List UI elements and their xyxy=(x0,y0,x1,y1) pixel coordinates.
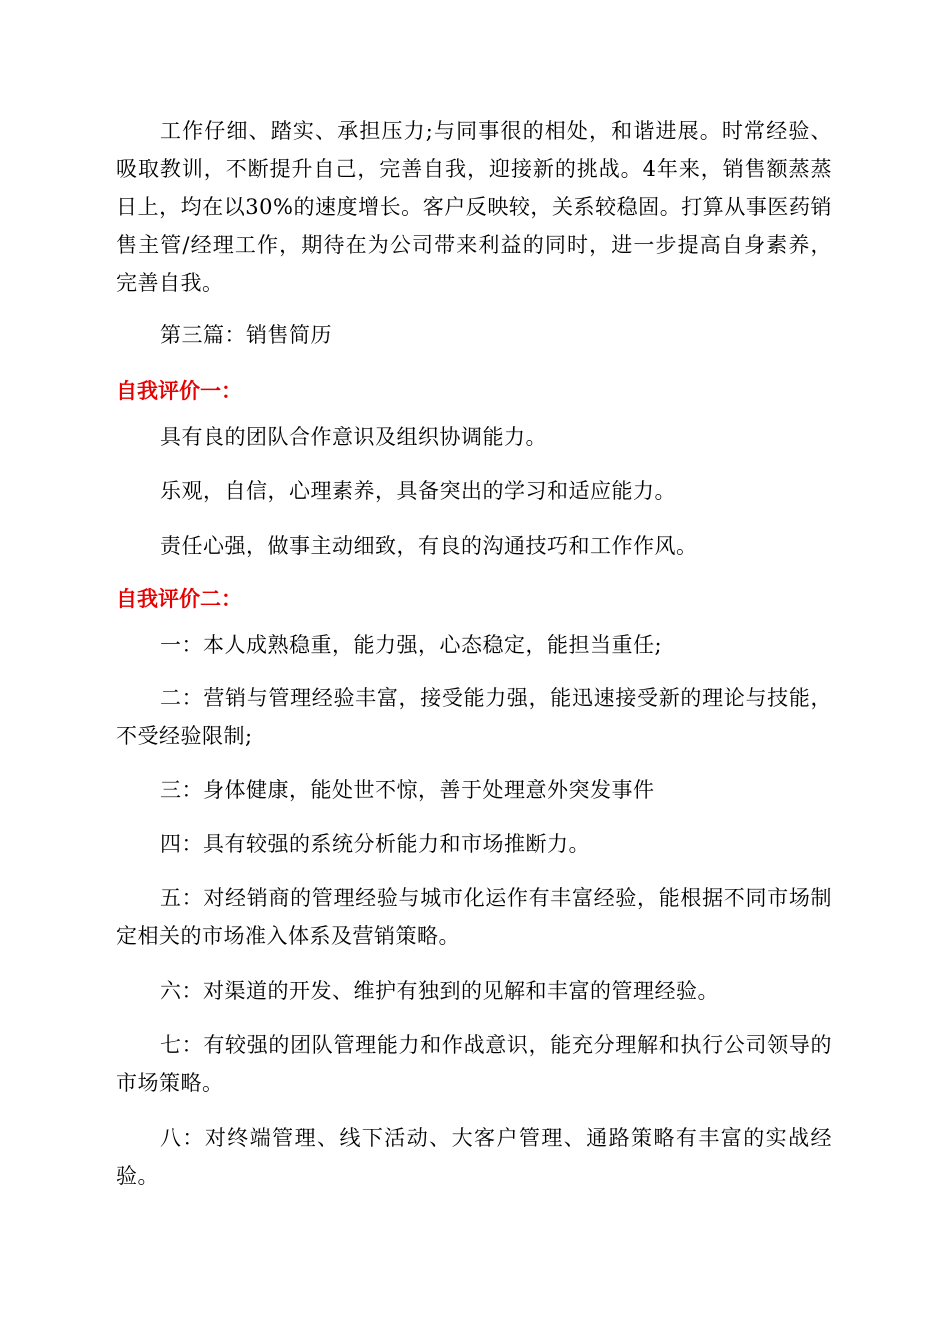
self-evaluation-two-item: 三：身体健康，能处世不惊，善于处理意外突发事件 xyxy=(160,778,655,802)
self-evaluation-two-item: 七：有较强的团队管理能力和作战意识，能充分理解和执行公司领导的市场策略。 xyxy=(116,1033,832,1095)
intro-paragraph: 工作仔细、踏实、承担压力;与同事很的相处，和谐进展。时常经验、吸取教训，不断提升自己，完善自我，迎接新的挑战。4年来，销售额蒸蒸日上，均在以30%的速度增长。客户反映较，关系较稳固。打算从事医药销售主管/经理工作，期待在为公司带来利益的同时，进一步提高自身素养，完善自我。 xyxy=(116,119,832,295)
self-evaluation-one-item: 责任心强，做事主动细致，有良的沟通技巧和工作作风。 xyxy=(160,534,698,558)
self-evaluation-two-item: 四：具有较强的系统分析能力和市场推断力。 xyxy=(160,832,590,856)
self-evaluation-two-item: 一：本人成熟稳重，能力强，心态稳定，能担当重任; xyxy=(160,633,663,657)
self-evaluation-one-heading: 自我评价一： xyxy=(116,379,242,403)
self-evaluation-two-item: 二：营销与管理经验丰富，接受能力强，能迅速接受新的理论与技能，不受经验限制; xyxy=(116,686,832,748)
self-evaluation-one-item: 乐观，自信，心理素养，具备突出的学习和适应能力。 xyxy=(160,479,676,503)
self-evaluation-two-item: 六：对渠道的开发、维护有独到的见解和丰富的管理经验。 xyxy=(160,979,719,1003)
self-evaluation-two-item: 八：对终端管理、线下活动、大客户管理、通路策略有丰富的实战经验。 xyxy=(116,1126,832,1188)
self-evaluation-two-item: 五：对经销商的管理经验与城市化运作有丰富经验，能根据不同市场制定相关的市场准入体系及营销策略。 xyxy=(116,886,832,948)
section-title: 第三篇：销售简历 xyxy=(160,323,332,347)
self-evaluation-one-item: 具有良的团队合作意识及组织协调能力。 xyxy=(160,425,547,449)
self-evaluation-two-heading: 自我评价二： xyxy=(116,587,242,611)
